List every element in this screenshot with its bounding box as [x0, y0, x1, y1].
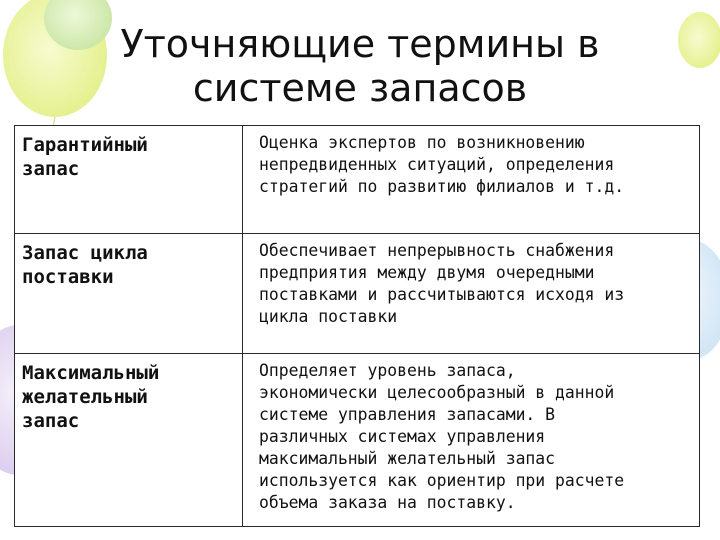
term-cell — [15, 354, 243, 527]
definition-text: поставками и рассчитываются исходя из — [259, 285, 625, 304]
slide-title-line-2: системе запасов — [192, 66, 528, 110]
definition-text: Определяет уровень запаса, — [259, 361, 516, 380]
definition-text: Обеспечивает непрерывность снабжения — [259, 241, 615, 260]
table-row — [15, 354, 700, 527]
definition-text: системе управления запасами. В — [259, 405, 556, 424]
term-cell — [15, 234, 243, 354]
term-text: Гарантийный — [22, 134, 148, 156]
definition-text: цикла поставки — [259, 307, 398, 326]
small-yellow-balloon — [678, 12, 720, 68]
term-text: Запас цикла — [22, 242, 148, 264]
slide-title — [60, 22, 660, 110]
term-text: поставки — [22, 266, 114, 288]
term-text: желательный — [22, 386, 148, 408]
term-cell — [15, 126, 243, 234]
definition-text: различных системах управления — [259, 427, 546, 446]
definition-text: непредвиденных ситуаций, определения — [259, 155, 615, 174]
definition-text: используется как ориентир при расчете — [259, 471, 625, 490]
definition-cell — [243, 354, 700, 527]
definition-cell — [243, 126, 700, 234]
definition-text: Оценка экспертов по возникновению — [259, 133, 585, 152]
definition-text: экономически целесообразный в данной — [259, 383, 615, 402]
term-text: запас — [22, 410, 80, 432]
definition-cell — [243, 234, 700, 354]
definition-text: предприятия между двумя очередными — [259, 263, 595, 282]
term-text: Максимальный — [22, 362, 160, 384]
definition-text: максимальный желательный запас — [259, 449, 556, 468]
slide-title-line-1: Уточняющие термины в — [120, 22, 600, 66]
table-row — [15, 126, 700, 234]
definition-text: объема заказа на поставку. — [259, 493, 516, 512]
terms-table — [14, 125, 700, 527]
table-row — [15, 234, 700, 354]
definition-text: стратегий по развитию филиалов и т.д. — [259, 177, 625, 196]
term-text: запас — [22, 158, 80, 180]
